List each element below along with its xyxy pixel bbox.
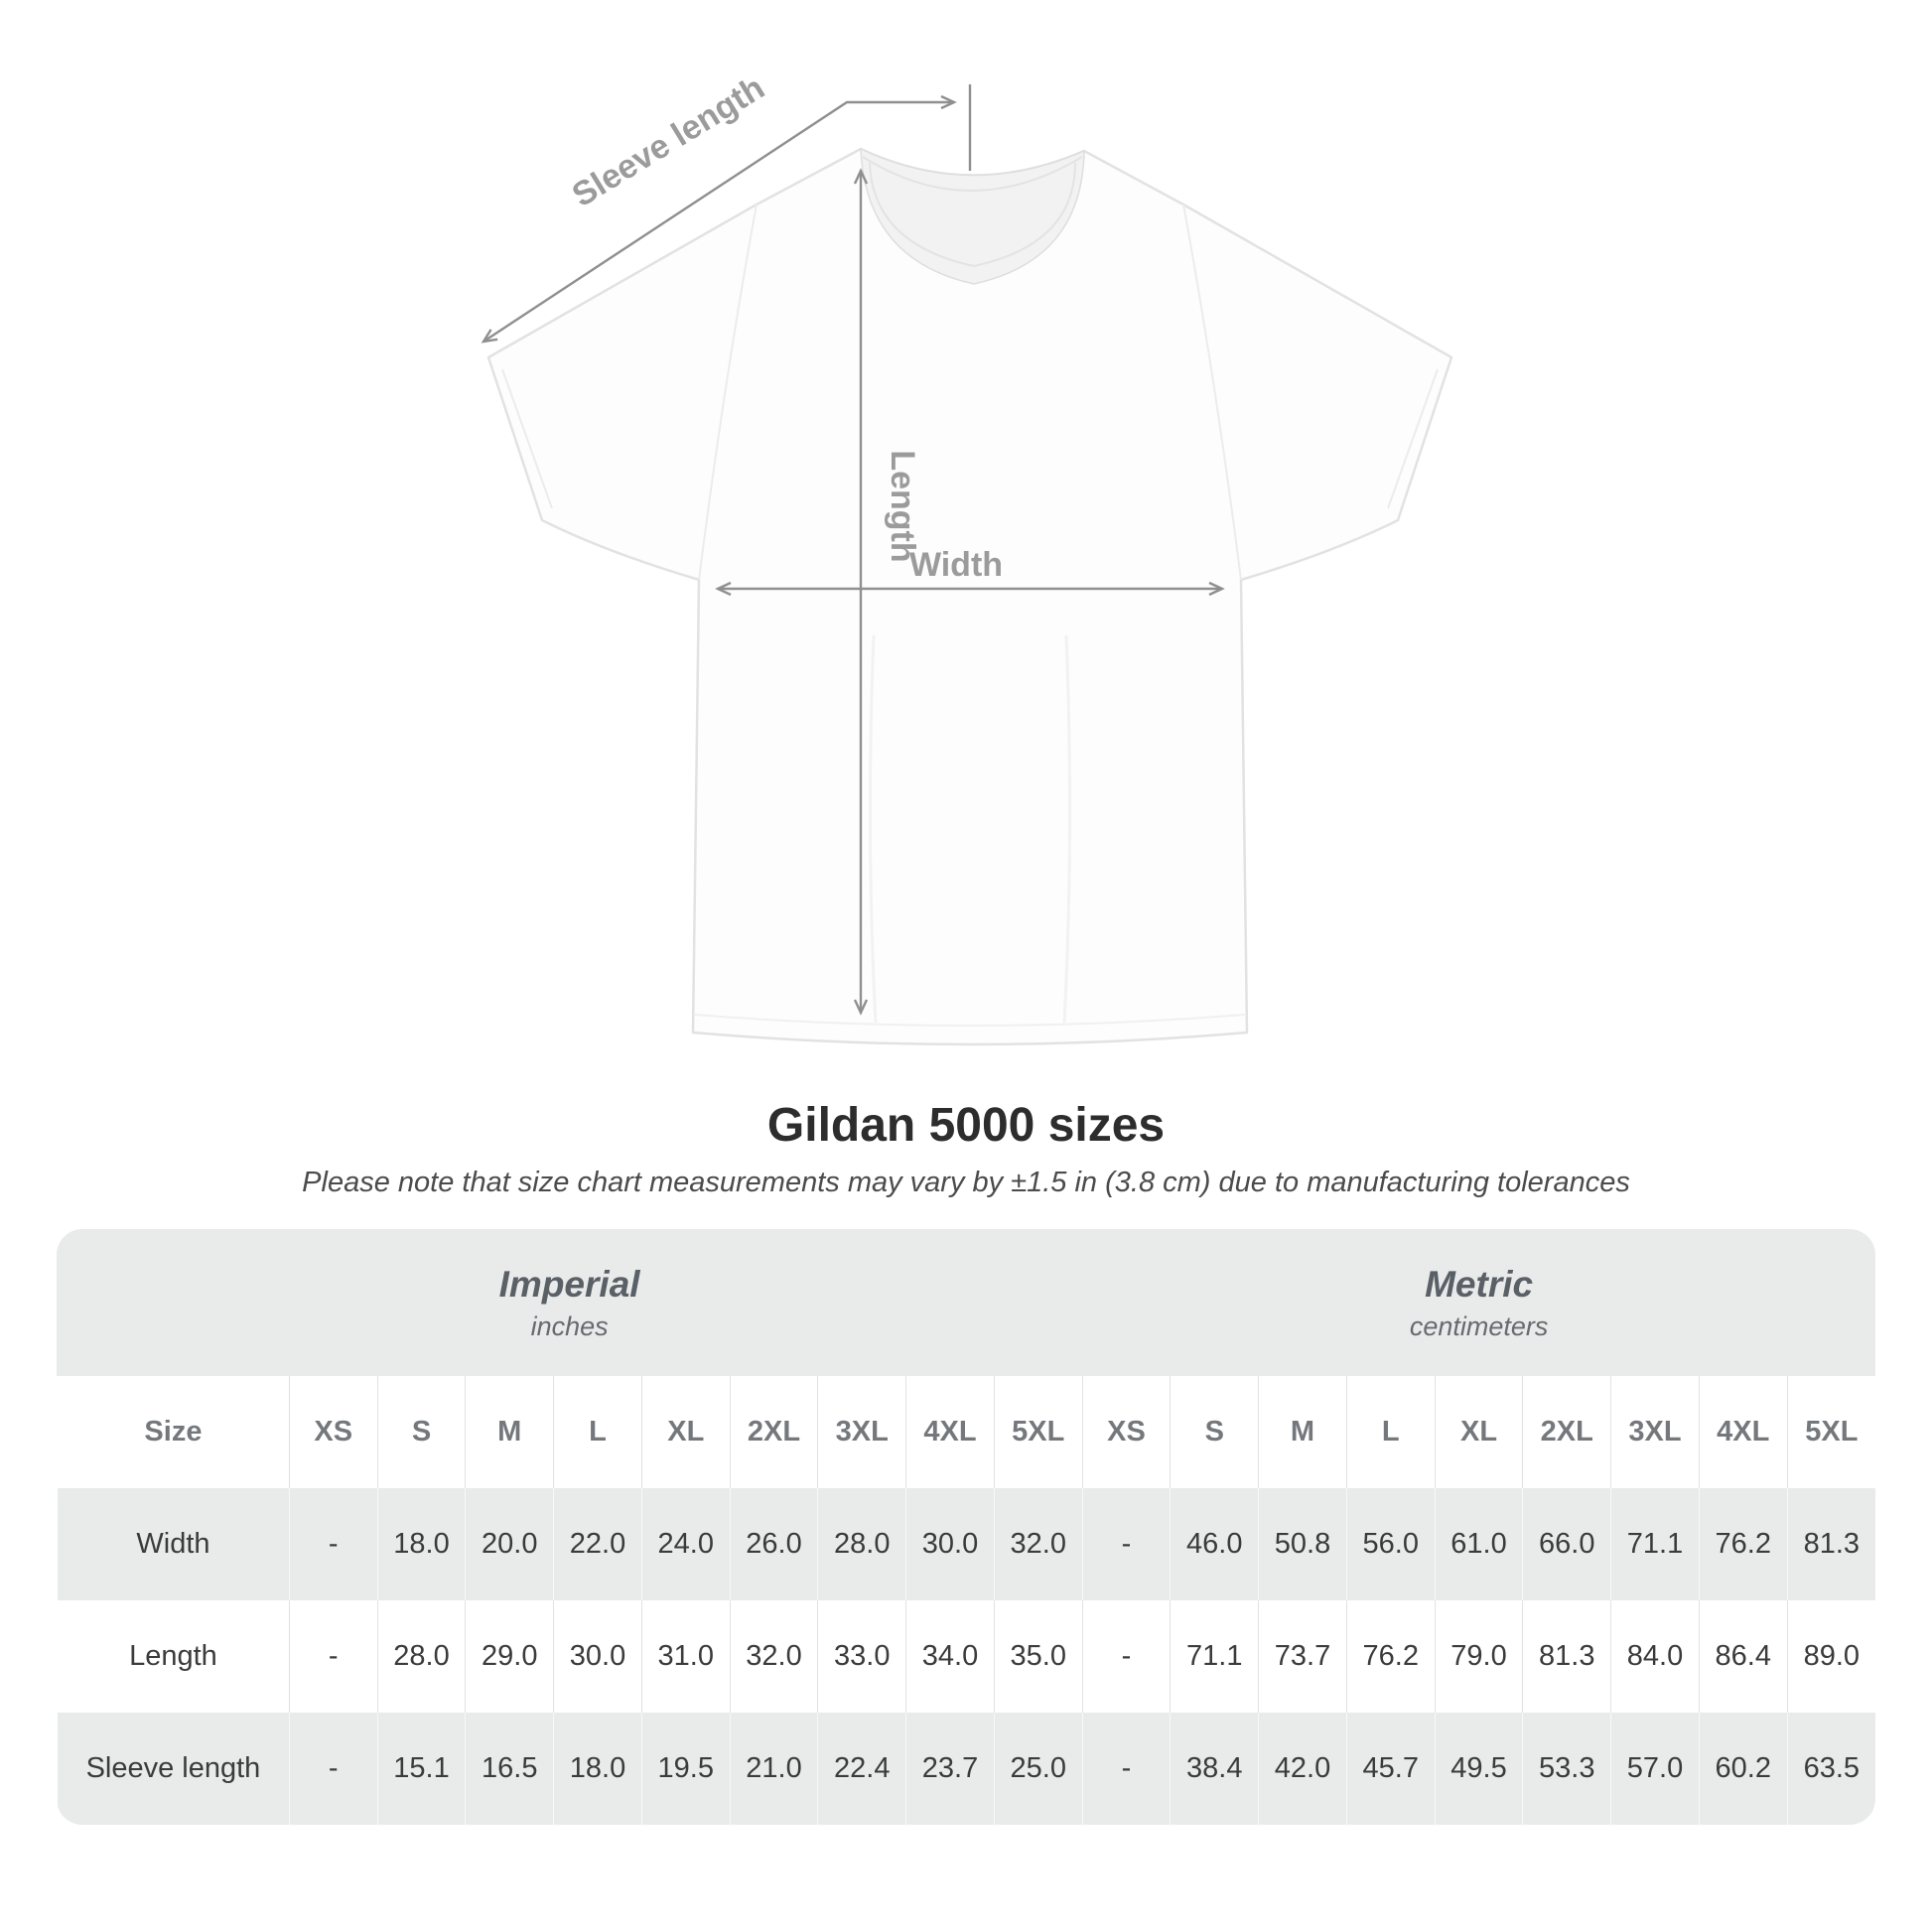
size-header-cell: S — [1171, 1376, 1259, 1488]
unit-group-metric — [1082, 1229, 1875, 1376]
measurement-cell: 50.8 — [1259, 1488, 1347, 1600]
row-label: Width — [136, 1528, 210, 1560]
size-header-cell: 2XL — [730, 1376, 818, 1488]
measurement-cell: 84.0 — [1611, 1600, 1700, 1713]
measurement-cell: 61.0 — [1435, 1488, 1523, 1600]
measurement-cell: 42.0 — [1259, 1713, 1347, 1825]
size-header-cell: 4XL — [906, 1376, 995, 1488]
measurement-cell: 18.0 — [377, 1488, 466, 1600]
measurement-cell: 19.5 — [641, 1713, 730, 1825]
sleeve-length-row — [58, 1713, 1876, 1825]
measurement-cell: 26.0 — [730, 1488, 818, 1600]
size-header-cell: 5XL — [1787, 1376, 1875, 1488]
measurement-cell: 30.0 — [554, 1600, 642, 1713]
unit-band — [57, 1229, 1875, 1376]
measurement-cell: 57.0 — [1611, 1713, 1700, 1825]
row-label: Length — [129, 1640, 217, 1672]
measurement-cell: - — [289, 1600, 377, 1713]
size-header-cell: M — [466, 1376, 554, 1488]
measurement-cell: - — [1082, 1600, 1171, 1713]
sleeve-length-label: Sleeve length — [565, 69, 771, 215]
measurement-cell: 16.5 — [466, 1713, 554, 1825]
measurement-cell: 34.0 — [906, 1600, 995, 1713]
measurement-cell: 71.1 — [1171, 1600, 1259, 1713]
measurement-cell: - — [289, 1488, 377, 1600]
unit-group-imperial — [57, 1229, 1082, 1376]
measurement-cell: 22.0 — [554, 1488, 642, 1600]
measurement-cell: 20.0 — [466, 1488, 554, 1600]
metric-unit: centimeters — [1409, 1311, 1549, 1341]
measurement-cell: 32.0 — [730, 1600, 818, 1713]
measurement-cell: 22.4 — [818, 1713, 906, 1825]
measurement-cell: - — [1082, 1713, 1171, 1825]
measurement-cell: 28.0 — [818, 1488, 906, 1600]
measurement-cell: 21.0 — [730, 1713, 818, 1825]
measurement-cell: 49.5 — [1435, 1713, 1523, 1825]
size-header-row — [58, 1376, 1876, 1488]
size-header-cell: 4XL — [1699, 1376, 1787, 1488]
measurement-cell: 18.0 — [554, 1713, 642, 1825]
measurement-cell: 23.7 — [906, 1713, 995, 1825]
size-table-card — [57, 1229, 1875, 1825]
size-header-cell: L — [554, 1376, 642, 1488]
width-row — [58, 1488, 1876, 1600]
length-label: Length — [884, 450, 921, 563]
size-header-cell: XS — [1082, 1376, 1171, 1488]
measurement-cell: 24.0 — [641, 1488, 730, 1600]
measurement-cell: 86.4 — [1699, 1600, 1787, 1713]
size-header-cell: 3XL — [818, 1376, 906, 1488]
imperial-unit: inches — [530, 1311, 609, 1341]
measurement-cell: 79.0 — [1435, 1600, 1523, 1713]
measurement-cell: - — [289, 1713, 377, 1825]
width-label: Width — [908, 546, 1004, 584]
tshirt-illustration — [488, 149, 1451, 1044]
size-header-cell: XL — [1435, 1376, 1523, 1488]
measurement-cell: 45.7 — [1346, 1713, 1435, 1825]
measurement-cell: 63.5 — [1787, 1713, 1875, 1825]
size-header-cell: 2XL — [1523, 1376, 1611, 1488]
measurement-cell: 33.0 — [818, 1600, 906, 1713]
metric-title: Metric — [1425, 1263, 1534, 1305]
measurement-cell: 71.1 — [1611, 1488, 1700, 1600]
page-title: Gildan 5000 sizes — [766, 1099, 1166, 1152]
length-row — [58, 1600, 1876, 1713]
size-header-cell: L — [1346, 1376, 1435, 1488]
measurement-cell: 28.0 — [377, 1600, 466, 1713]
size-corner-header: Size — [144, 1416, 203, 1448]
measurement-cell: 30.0 — [906, 1488, 995, 1600]
measurement-cell: 81.3 — [1787, 1488, 1875, 1600]
imperial-title: Imperial — [498, 1263, 640, 1305]
size-header-cell: S — [377, 1376, 466, 1488]
size-table — [57, 1376, 1875, 1825]
size-header-cell: XL — [641, 1376, 730, 1488]
measurement-cell: 76.2 — [1346, 1600, 1435, 1713]
measurement-cell: 53.3 — [1523, 1713, 1611, 1825]
page-subtitle: Please note that size chart measurements may vary by ±1.5 in (3.8 cm) due to manufacturing tolerances — [302, 1167, 1630, 1198]
measurement-cell: 29.0 — [466, 1600, 554, 1713]
row-label: Sleeve length — [85, 1752, 261, 1784]
measurement-cell: 15.1 — [377, 1713, 466, 1825]
measurement-cell: 25.0 — [994, 1713, 1082, 1825]
measurement-cell: 46.0 — [1171, 1488, 1259, 1600]
measurement-cell: 56.0 — [1346, 1488, 1435, 1600]
measurement-cell: 76.2 — [1699, 1488, 1787, 1600]
measurement-cell: 81.3 — [1523, 1600, 1611, 1713]
measurement-cell: 60.2 — [1699, 1713, 1787, 1825]
measurement-cell: 66.0 — [1523, 1488, 1611, 1600]
size-header-cell: XS — [289, 1376, 377, 1488]
measurement-cell: 89.0 — [1787, 1600, 1875, 1713]
size-header-cell: 3XL — [1611, 1376, 1700, 1488]
measurement-cell: 73.7 — [1259, 1600, 1347, 1713]
heading-block — [0, 1098, 1932, 1199]
measurement-cell: 35.0 — [994, 1600, 1082, 1713]
measurement-cell: 31.0 — [641, 1600, 730, 1713]
size-header-cell: 5XL — [994, 1376, 1082, 1488]
measurement-cell: 32.0 — [994, 1488, 1082, 1600]
size-header-cell: M — [1259, 1376, 1347, 1488]
measurement-cell: - — [1082, 1488, 1171, 1600]
measurement-cell: 38.4 — [1171, 1713, 1259, 1825]
